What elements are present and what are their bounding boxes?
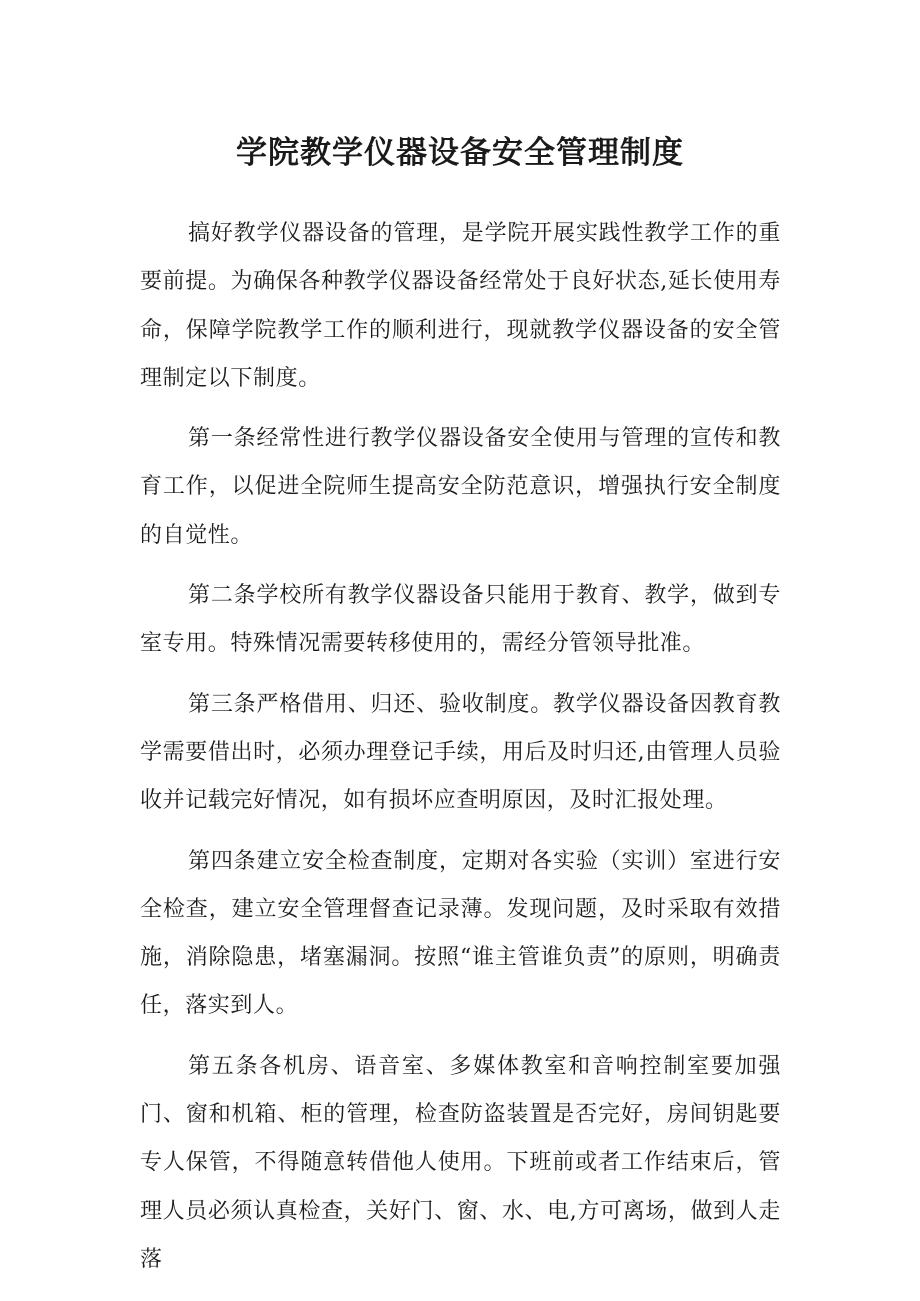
paragraph-article-1: 第一条经常性进行教学仪器设备安全使用与管理的宣传和教育工作，以促进全院师生提高安全防范意识，增强执行安全制度的自觉性。	[140, 426, 781, 548]
document-body	[140, 210, 781, 1296]
document-title: 学院教学仪器设备安全管理制度	[236, 135, 684, 171]
paragraph-intro: 搞好教学仪器设备的管理，是学院开展实践性教学工作的重要前提。为确保各种教学仪器设备经常处于良好状态,延长使用寿命，保障学院教学工作的顺利进行，现就教学仪器设备的安全管理制定以下制度。	[140, 221, 781, 391]
paragraph-article-5: 第五条各机房、语音室、多媒体教室和音响控制室要加强门、窗和机箱、柜的管理，检查防盗装置是否完好，房间钥匙要专人保管，不得随意转借他人使用。下班前或者工作结束后，管理人员必须认真检查，关好门、窗、水、电,方可离场，做到人走落	[140, 1053, 781, 1272]
paragraph-article-2: 第二条学校所有教学仪器设备只能用于教育、教学，做到专室专用。特殊情况需要转移使用的，需经分管领导批准。	[140, 583, 781, 657]
paragraph-article-4: 第四条建立安全检查制度，定期对各实验（实训）室进行安全检查，建立安全管理督查记录薄。发现问题，及时采取有效措施，消除隐患，堵塞漏洞。按照“谁主管谁负责”的原则，明确责任，落实到人。	[140, 848, 781, 1019]
paragraph-article-3: 第三条严格借用、归还、验收制度。教学仪器设备因教育教学需要借出时，必须办理登记手续，用后及时归还,由管理人员验收并记载完好情况，如有损坏应查明原因，及时汇报处理。	[140, 691, 781, 814]
